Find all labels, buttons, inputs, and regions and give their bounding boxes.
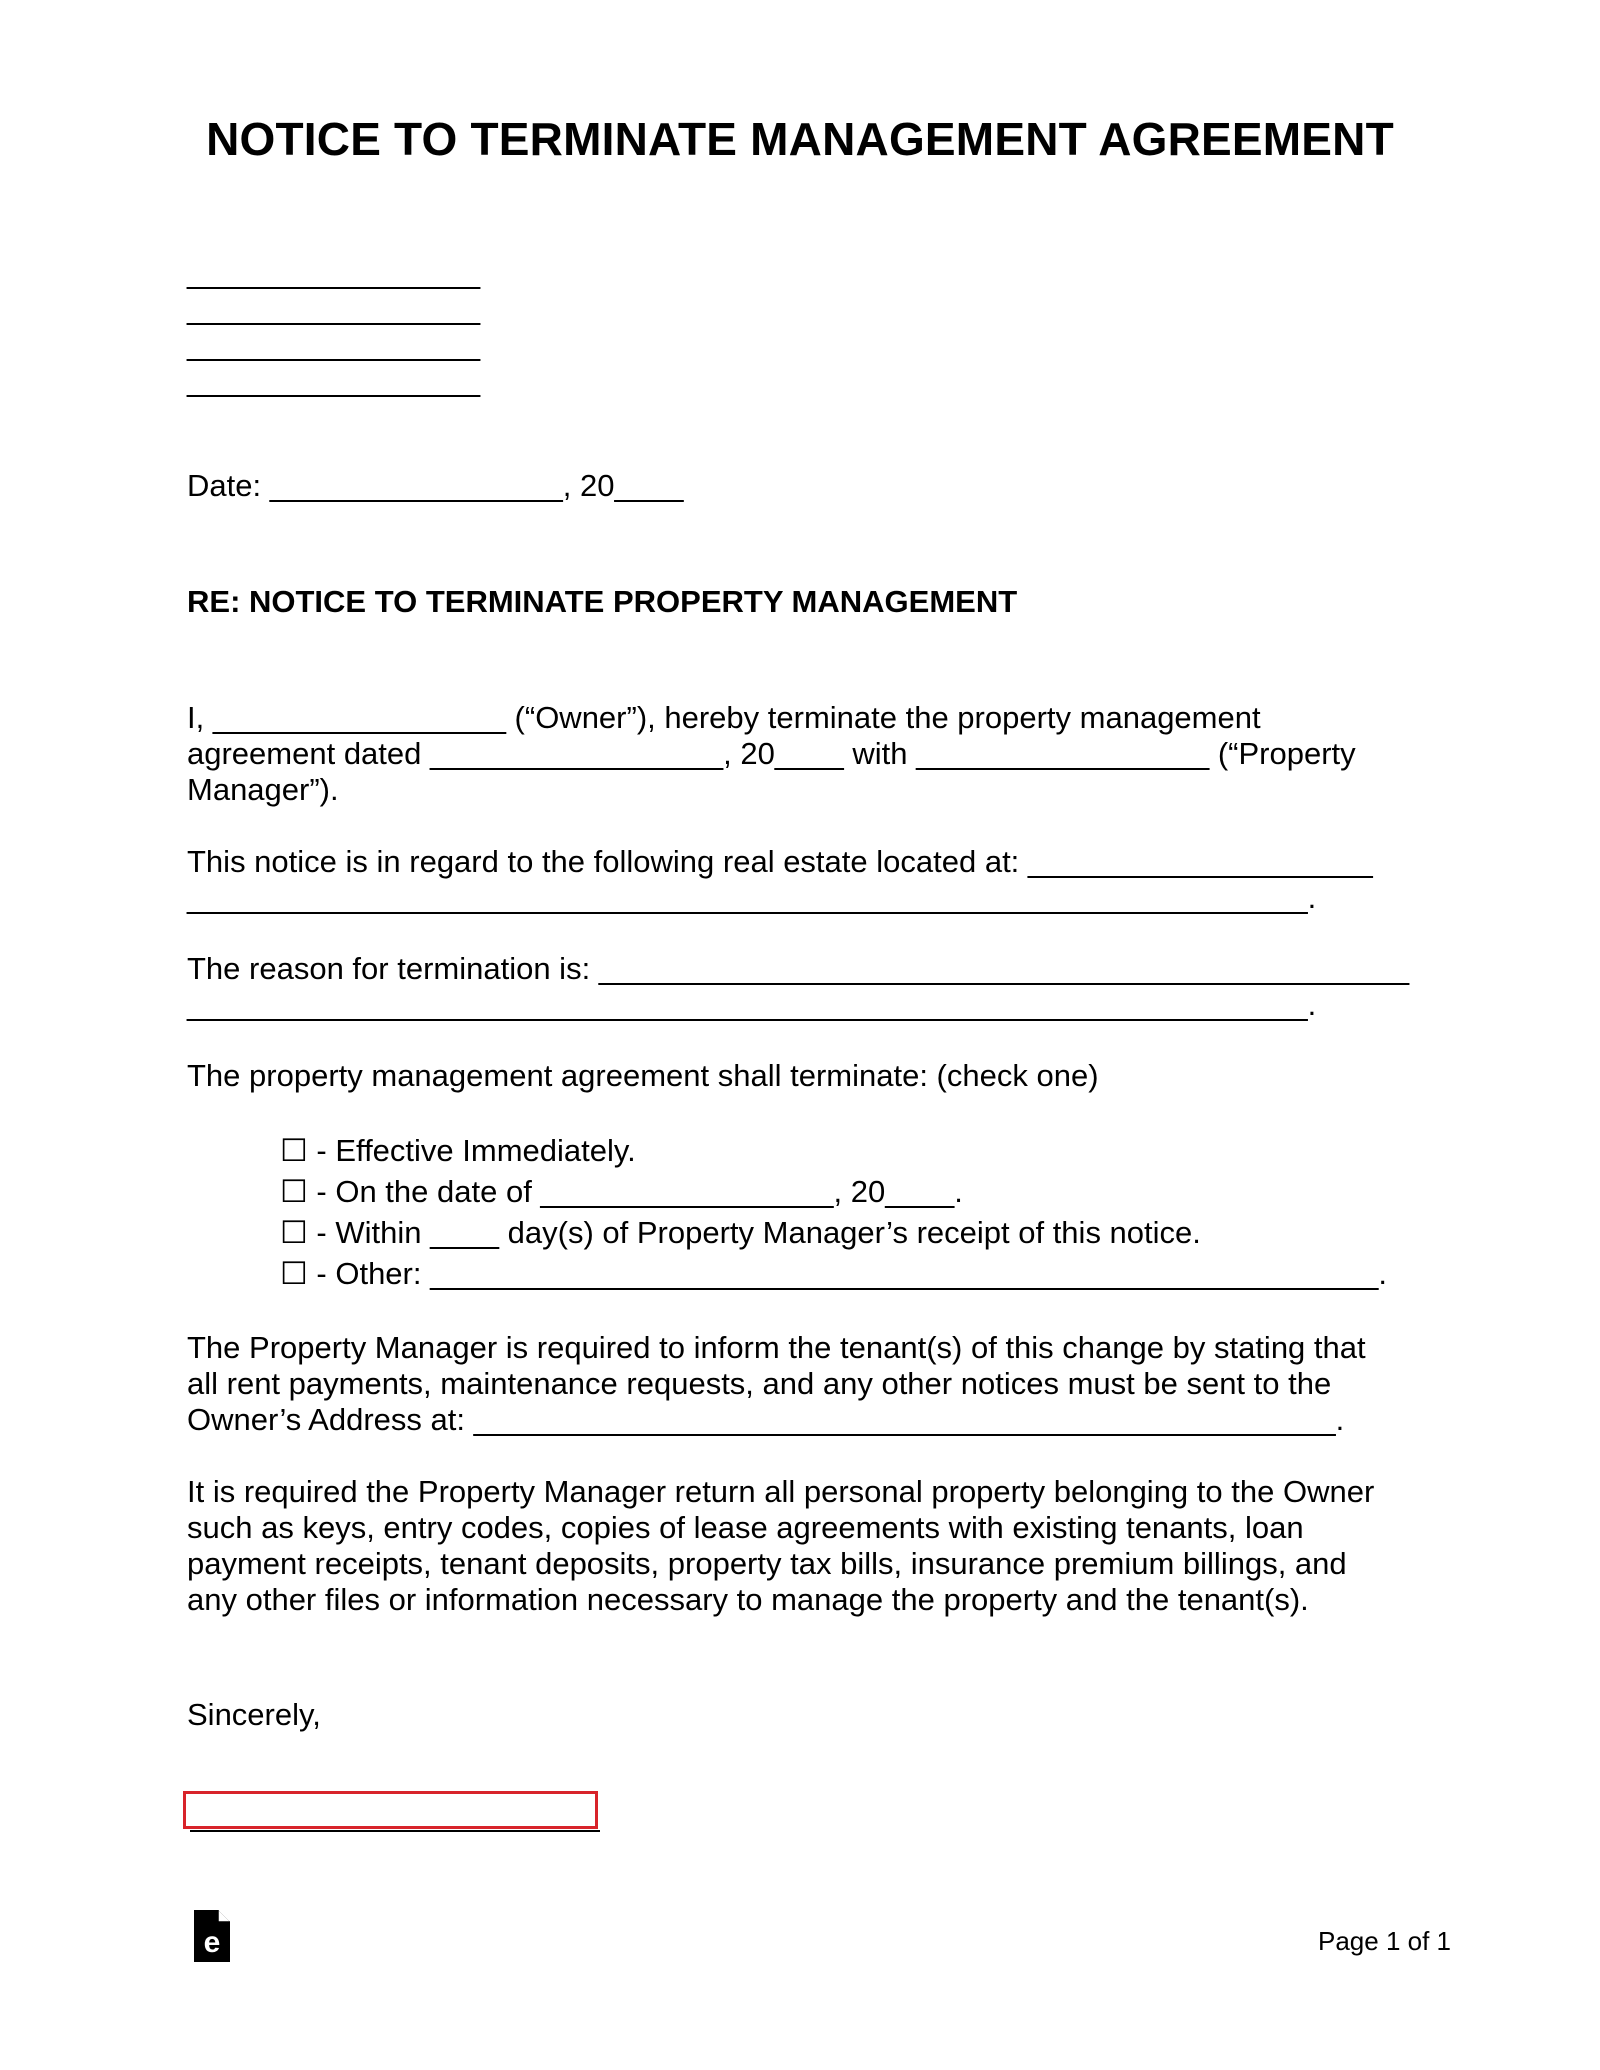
document-title: NOTICE TO TERMINATE MANAGEMENT AGREEMENT [206,113,1394,165]
real-estate-line-1: This notice is in regard to the following real estate located at: ____________________ [187,844,1373,879]
address-line-2: _________________ [187,291,481,326]
return-property-line-1: It is required the Property Manager return all personal property belonging to the Owner [187,1474,1375,1509]
date-line: Date: _________________, 20____ [187,468,684,503]
return-property-line-2: such as keys, entry codes, copies of lease agreements with existing tenants, loan [187,1510,1304,1545]
reason-line-2: _________________________________________________________________. [187,987,1317,1022]
terminate-instruction: The property management agreement shall terminate: (check one) [187,1058,1099,1093]
signature-line [190,1830,600,1832]
return-property-line-4: any other files or information necessary to manage the property and the tenant(s). [187,1582,1309,1617]
re-heading: RE: NOTICE TO TERMINATE PROPERTY MANAGEMENT [187,584,1018,619]
return-property-line-3: payment receipts, tenant deposits, property tax bills, insurance premium billings, and [187,1546,1347,1581]
page-number: Page 1 of 1 [1318,1926,1451,1956]
owner-paragraph-line-3: Manager”). [187,772,339,807]
address-line-1: _________________ [187,255,481,290]
owner-paragraph-line-2: agreement dated _________________, 20____ with _________________ (“Property [187,736,1356,771]
option-effective-immediately: ☐ - Effective Immediately. [280,1133,636,1168]
real-estate-line-2: _________________________________________________________________. [187,880,1317,915]
option-within-days: ☐ - Within ____ day(s) of Property Manager’s receipt of this notice. [280,1215,1201,1250]
owner-paragraph-line-1: I, _________________ (“Owner”), hereby terminate the property management [187,700,1261,735]
address-line-3: _________________ [187,327,481,362]
reason-line-1: The reason for termination is: _______________________________________________ [187,951,1410,986]
owner-address-line-3: Owner’s Address at: __________________________________________________. [187,1402,1345,1437]
option-on-date: ☐ - On the date of _________________, 20____. [280,1174,963,1209]
address-line-4: _________________ [187,363,481,398]
option-other: ☐ - Other: _______________________________________________________. [280,1256,1387,1291]
owner-address-line-2: all rent payments, maintenance requests, and any other notices must be sent to the [187,1366,1332,1401]
eforms-logo-icon [194,1910,230,1962]
closing-sincerely: Sincerely, [187,1697,321,1732]
signature-field-highlight[interactable] [183,1791,598,1829]
svg-text:e: e [203,1926,221,1959]
owner-address-line-1: The Property Manager is required to inform the tenant(s) of this change by stating that [187,1330,1366,1365]
